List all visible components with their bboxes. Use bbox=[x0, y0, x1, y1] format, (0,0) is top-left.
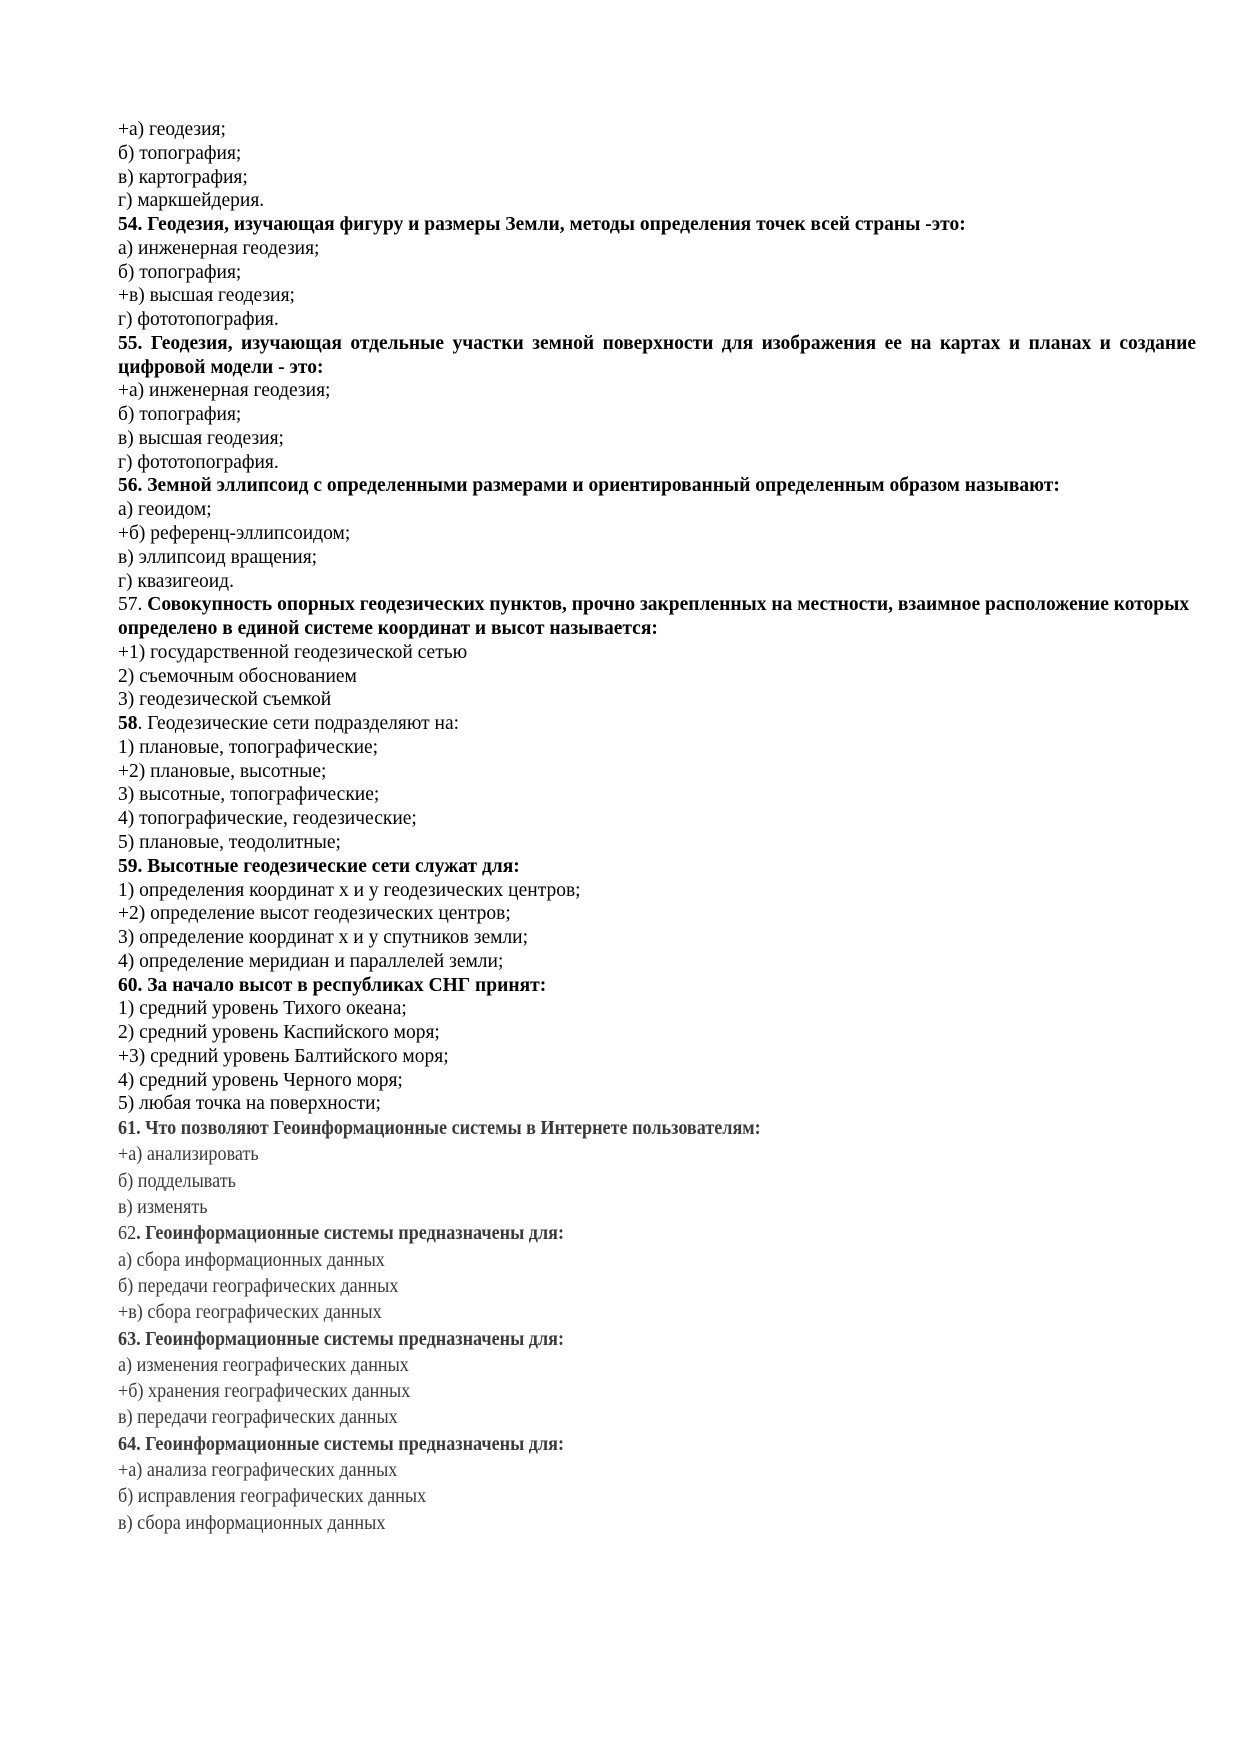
question-number: 63. bbox=[118, 1328, 141, 1350]
question-number: 60 bbox=[118, 974, 138, 996]
option: б) передачи географических данных bbox=[118, 1275, 399, 1297]
option: в) эллипсоид вращения; bbox=[118, 546, 318, 568]
option: а) геоидом; bbox=[118, 499, 212, 521]
option: б) топография; bbox=[118, 142, 242, 164]
option: а) сбора информационных данных bbox=[118, 1249, 385, 1271]
option: 2) съемочным обоснованием bbox=[118, 665, 357, 687]
question-number: 62 bbox=[118, 1223, 137, 1245]
option: 5) любая точка на поверхности; bbox=[118, 1093, 381, 1115]
option: 1) определения координат х и у геодезических центров; bbox=[118, 879, 581, 901]
option: +в) высшая геодезия; bbox=[118, 285, 295, 307]
question-number: 64. bbox=[118, 1433, 141, 1455]
option: +а) геодезия; bbox=[118, 119, 226, 140]
option: +1) государственной геодезической сетью bbox=[118, 641, 468, 663]
option: 1) плановые, топографические; bbox=[118, 736, 379, 758]
question-text: Геодезия, изучающая фигуру и размеры Земли, методы определения точек всей страны -это: bbox=[142, 214, 966, 236]
question-number: 55. bbox=[118, 332, 143, 354]
question-text: Геоинформационные системы предназначены для: bbox=[140, 1433, 564, 1455]
option: +б) референц-эллипсоидом; bbox=[118, 523, 351, 545]
option: б) топография; bbox=[118, 261, 242, 283]
question-number: 54. bbox=[118, 214, 143, 236]
option: 5) плановые, теодолитные; bbox=[118, 831, 341, 853]
question-text: Что позволяют Геоинформационные системы в Интернете пользователям: bbox=[140, 1118, 761, 1140]
question-number: 58 bbox=[118, 713, 138, 735]
question-text: . Геодезические сети подразделяют на: bbox=[137, 713, 460, 735]
option: б) исправления географических данных bbox=[118, 1486, 427, 1508]
option: в) сбора информационных данных bbox=[118, 1512, 386, 1534]
option: в) изменять bbox=[118, 1197, 208, 1219]
option: 3) определение координат х и у спутников земли; bbox=[118, 927, 529, 949]
question-number: 59. bbox=[118, 855, 143, 877]
option: +2) плановые, высотные; bbox=[118, 760, 327, 782]
option: б) подделывать bbox=[118, 1170, 236, 1192]
question-63 bbox=[118, 1327, 1121, 1353]
question-number: 56. bbox=[118, 475, 143, 497]
question-text: Геоинформационные системы предназначены для: bbox=[140, 1328, 564, 1350]
question-text: Совокупность опорных геодезических пунктов, прочно закрепленных на местности, взаимное расположение которых определено в единой системе координат и высот называется: bbox=[118, 594, 1190, 640]
option: +а) анализа географических данных bbox=[118, 1460, 398, 1482]
option: 4) определение меридиан и параллелей земли; bbox=[118, 950, 504, 972]
option: б) топография; bbox=[118, 404, 242, 426]
option: а) изменения географических данных bbox=[118, 1354, 409, 1376]
option: в) передачи географических данных bbox=[118, 1407, 398, 1429]
option: г) фототопография. bbox=[118, 309, 279, 331]
section-gis bbox=[118, 1116, 1196, 1537]
question-59 bbox=[118, 855, 1196, 879]
option: +2) определение высот геодезических центров; bbox=[118, 903, 511, 925]
question-58 bbox=[118, 712, 1196, 736]
option: 2) средний уровень Каспийского моря; bbox=[118, 1022, 440, 1044]
option: +а) анализировать bbox=[118, 1144, 259, 1166]
option: г) фототопография. bbox=[118, 451, 279, 473]
section-geodesy bbox=[118, 118, 1196, 1116]
option: +3) средний уровень Балтийского моря; bbox=[118, 1045, 449, 1067]
question-62 bbox=[118, 1221, 1121, 1247]
option: 3) геодезической съемкой bbox=[118, 689, 332, 711]
option: 3) высотные, топографические; bbox=[118, 784, 380, 806]
question-64 bbox=[118, 1432, 1121, 1458]
question-number: 57. bbox=[118, 594, 143, 616]
option: 4) средний уровень Черного моря; bbox=[118, 1069, 403, 1091]
question-number: 61. bbox=[118, 1118, 141, 1140]
option: в) высшая геодезия; bbox=[118, 427, 284, 449]
question-57 bbox=[118, 593, 1196, 641]
question-text: Геодезия, изучающая отдельные участки земной поверхности для изображения ее на картах и планах и создание цифровой модели - это: bbox=[118, 332, 1196, 378]
option: +в) сбора географических данных bbox=[118, 1302, 382, 1324]
question-60 bbox=[118, 974, 1196, 998]
option: а) инженерная геодезия; bbox=[118, 237, 320, 259]
option: г) маркшейдерия. bbox=[118, 190, 265, 212]
question-text: . За начало высот в республиках СНГ принят: bbox=[137, 974, 547, 996]
option: 1) средний уровень Тихого океана; bbox=[118, 998, 407, 1020]
question-61 bbox=[118, 1116, 1121, 1142]
question-text: Высотные геодезические сети служат для: bbox=[142, 855, 520, 877]
question-56 bbox=[118, 474, 1196, 498]
document-page bbox=[118, 118, 1196, 1537]
option: г) квазигеоид. bbox=[118, 570, 234, 592]
question-55 bbox=[118, 332, 1196, 380]
option: +а) инженерная геодезия; bbox=[118, 380, 331, 402]
question-54 bbox=[118, 213, 1196, 237]
option: +б) хранения географических данных bbox=[118, 1381, 411, 1403]
option: 4) топографические, геодезические; bbox=[118, 808, 417, 830]
option: в) картография; bbox=[118, 166, 248, 188]
question-text: Земной эллипсоид с определенными размерами и ориентированный определенным образом называют: bbox=[142, 475, 1060, 497]
question-text: . Геоинформационные системы предназначены для: bbox=[136, 1223, 564, 1245]
